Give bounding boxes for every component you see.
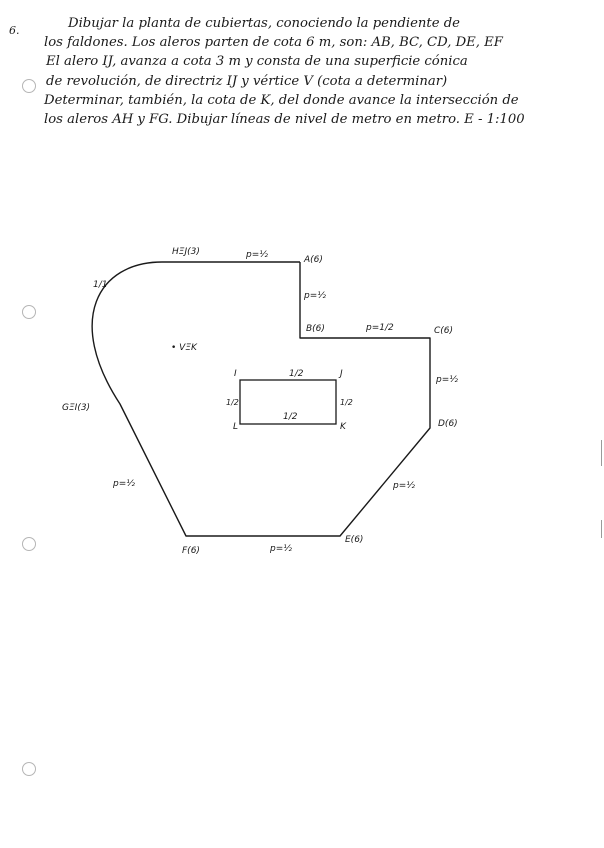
label-point-a: A(6) [304, 255, 323, 265]
label-point-g: GΞI(3) [62, 403, 91, 413]
label-slope-lk: 1/2 [283, 412, 298, 422]
statement-line: Determinar, también, la cota de K, del donde avance la intersección de [44, 92, 519, 108]
label-slope-ha: p=½ [246, 250, 268, 260]
label-point-j: J [340, 369, 343, 379]
statement-line: los faldones. Los aleros parten de cota 6 m, son: AB, BC, CD, DE, EF [44, 35, 503, 51]
label-point-l: L [233, 422, 239, 432]
label-point-e: E(6) [345, 535, 364, 545]
label-point-k: K [340, 422, 346, 432]
statement-line: Dibujar la planta de cubiertas, conociendo la pendiente de [68, 16, 460, 31]
outer-eave-outline [92, 262, 430, 536]
label-vertex-v: • VΞK [171, 343, 197, 353]
statement-line: los aleros AH y FG. Dibujar líneas de nivel de metro en metro. E - 1:100 [44, 112, 525, 128]
label-slope-de: p=½ [393, 481, 415, 491]
label-point-i: I [234, 369, 237, 379]
statement-line: de revolución, de directriz IJ y vértice V (cota a determinar) [46, 73, 448, 89]
label-slope-arc: 1/1 [93, 280, 108, 290]
label-slope-ab: p=½ [304, 291, 326, 301]
label-point-b: B(6) [306, 324, 325, 334]
label-slope-ij: 1/2 [289, 369, 304, 379]
label-slope-fg: p=½ [113, 479, 135, 489]
label-slope-jk: 1/2 [340, 398, 353, 407]
label-point-h: HΞJ(3) [172, 247, 200, 257]
label-slope-ef: p=½ [270, 544, 292, 554]
label-slope-bc: p=1/2 [366, 323, 394, 333]
label-point-c: C(6) [434, 326, 454, 336]
label-point-f: F(6) [182, 546, 200, 556]
label-slope-il: 1/2 [226, 398, 239, 407]
label-slope-cd: p=½ [436, 375, 458, 385]
statement-line: El alero IJ, avanza a cota 3 m y consta de una superficie cónica [46, 54, 468, 70]
page-number: 6. [9, 24, 20, 37]
label-point-d: D(6) [438, 419, 458, 429]
